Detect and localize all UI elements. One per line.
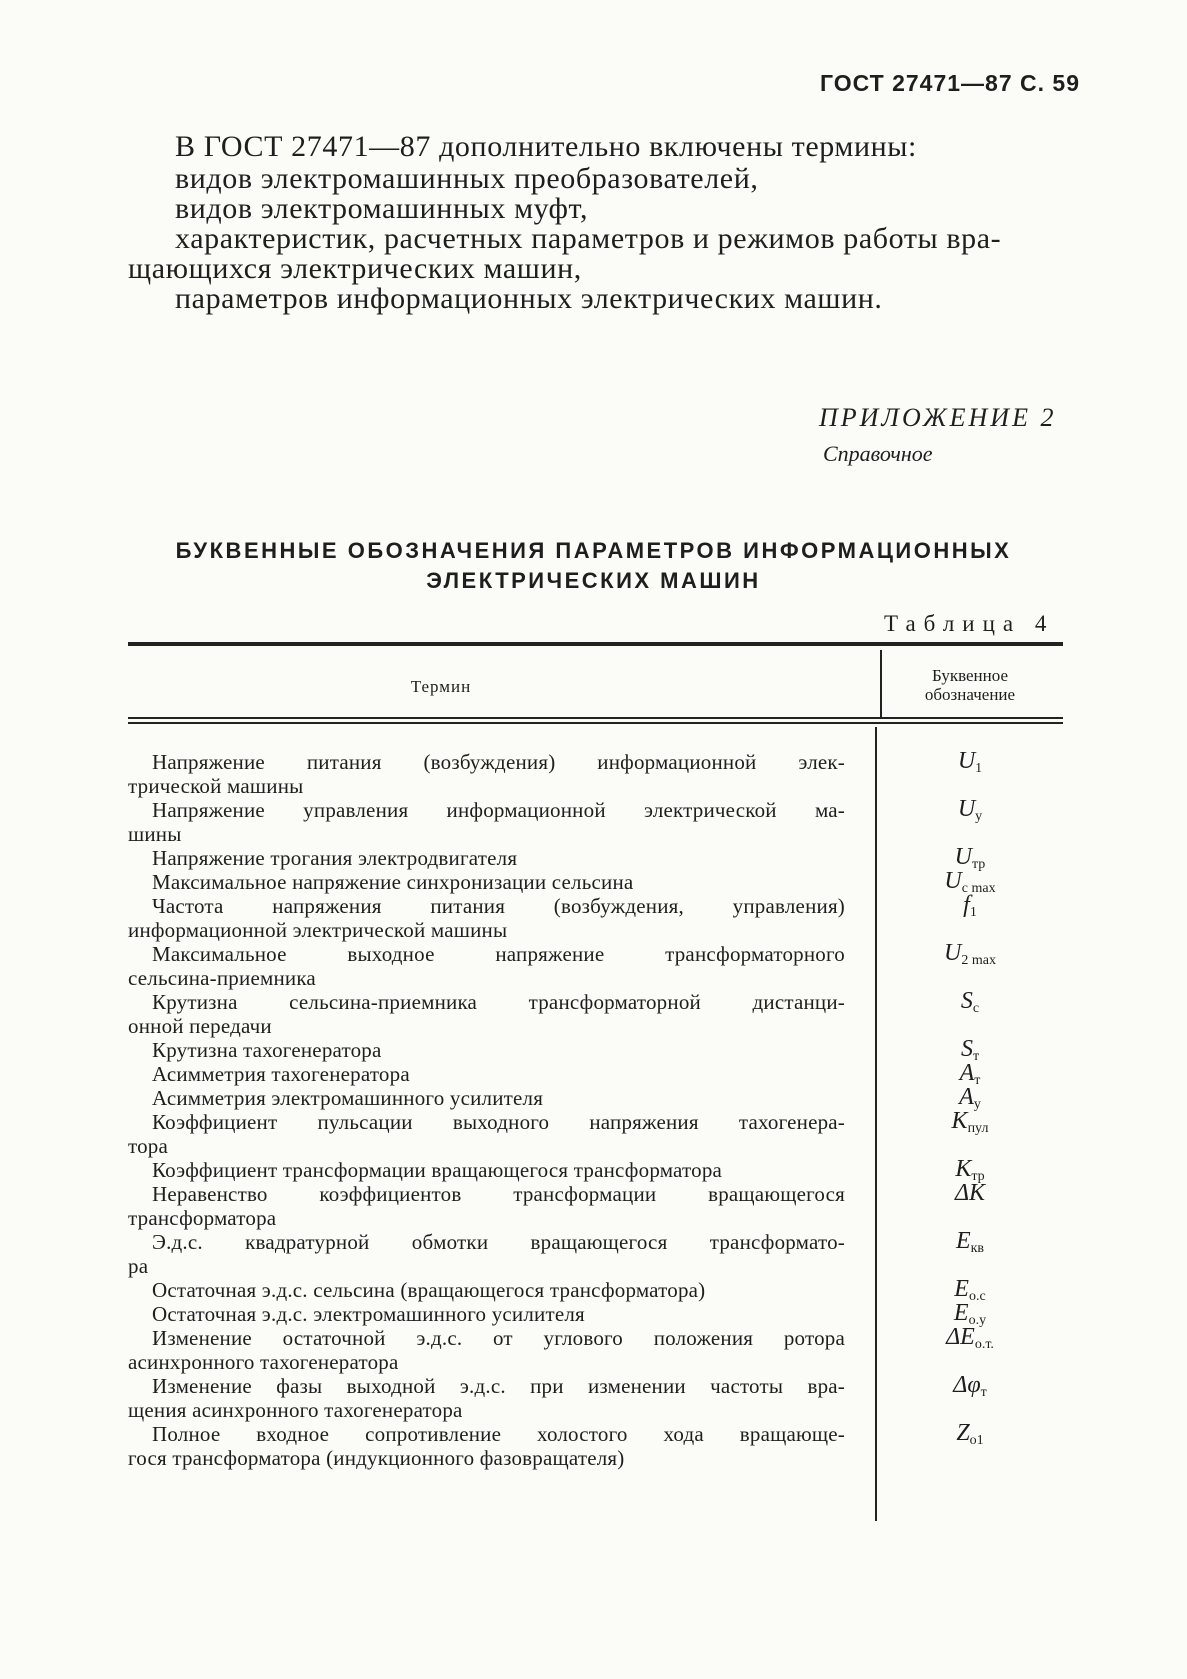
intro-line: видов электромашинных муфт, bbox=[175, 192, 589, 225]
column-header-symbol: Буквенное bbox=[931, 666, 1009, 685]
term-text: Напряжение управления информационной электрической ма- bbox=[152, 798, 845, 822]
symbol-subscript: т bbox=[972, 1049, 980, 1064]
column-header-symbol: обозначение bbox=[924, 685, 1016, 704]
symbol-letter: S bbox=[960, 1036, 973, 1062]
symbol-letter: K bbox=[951, 1108, 968, 1134]
symbol-cell bbox=[880, 1180, 1060, 1206]
symbol-cell bbox=[880, 1228, 1060, 1262]
appendix-kind: Справочное bbox=[823, 441, 933, 466]
symbol-subscript: c max bbox=[961, 881, 996, 896]
term-text: Частота напряжения питания (возбуждения, управления) bbox=[152, 894, 845, 918]
term-text: Асимметрия электромашинного усилителя bbox=[152, 1086, 544, 1110]
intro-line: В ГОСТ 27471—87 дополнительно включены термины: bbox=[175, 130, 917, 163]
intro-line: видов электромашинных преобразователей, bbox=[175, 162, 759, 195]
symbol-letter: E bbox=[953, 1300, 969, 1326]
term-text: Максимальное выходное напряжение трансформаторного bbox=[152, 942, 845, 966]
symbol-subscript: o.т. bbox=[974, 1337, 994, 1352]
symbol-letter: U bbox=[944, 940, 962, 966]
symbol-letter: E bbox=[954, 1276, 969, 1302]
symbol-cell bbox=[880, 988, 1060, 1022]
term-text: Максимальное напряжение синхронизации сельсина bbox=[152, 870, 634, 894]
term-text: гося трансформатора (индукционного фазовращателя) bbox=[128, 1446, 625, 1470]
term-text: Остаточная э.д.с. электромашинного усилителя bbox=[152, 1302, 585, 1326]
symbol-letter: U bbox=[957, 796, 976, 822]
symbol-letter: f bbox=[963, 892, 970, 918]
symbol-subscript: тр bbox=[972, 857, 986, 872]
symbol-letter: E bbox=[955, 1228, 971, 1254]
symbol-cell bbox=[880, 748, 1060, 782]
term-text: асинхронного тахогенератора bbox=[128, 1350, 399, 1374]
term-text: Э.д.с. квадратурной обмотки вращающегося трансформато- bbox=[152, 1230, 845, 1254]
term-text: информационной электрической машины bbox=[128, 918, 508, 942]
symbol-letter: ΔE bbox=[946, 1324, 975, 1350]
symbol-letter: K bbox=[955, 1156, 972, 1182]
term-text: Напряжение трогания электродвигателя bbox=[152, 846, 518, 870]
symbol-subscript: у bbox=[975, 809, 983, 824]
symbol-subscript: c bbox=[972, 1001, 980, 1016]
symbol-subscript: тр bbox=[971, 1169, 985, 1184]
term-text: Полное входное сопротивление холостого хода вращающе- bbox=[152, 1422, 845, 1446]
symbol-letter: U bbox=[957, 748, 976, 774]
intro-line: щающихся электрических машин, bbox=[128, 252, 582, 285]
symbol-letter: A bbox=[959, 1060, 975, 1086]
symbol-letter: A bbox=[959, 1084, 974, 1110]
symbol-subscript: т bbox=[974, 1073, 981, 1088]
symbol-cell bbox=[880, 940, 1060, 974]
symbol-cell bbox=[880, 1420, 1060, 1454]
symbol-subscript: o.y bbox=[968, 1313, 987, 1328]
symbol-letter: U bbox=[954, 844, 973, 870]
symbol-subscript: 1 bbox=[969, 905, 977, 920]
symbol-letter: ΔK bbox=[954, 1180, 986, 1206]
symbol-letter: Z bbox=[956, 1420, 970, 1446]
intro-line: параметров информационных электрических машин. bbox=[175, 282, 883, 315]
symbol-cell bbox=[880, 1372, 1060, 1406]
intro-line: характеристик, расчетных параметров и режимов работы вра- bbox=[175, 222, 1002, 255]
section-title-line2: ЭЛЕКТРИЧЕСКИХ МАШИН bbox=[426, 568, 761, 593]
symbol-cell bbox=[880, 796, 1060, 830]
term-text: Асимметрия тахогенератора bbox=[152, 1062, 410, 1086]
section-title-line1: БУКВЕННЫЕ ОБОЗНАЧЕНИЯ ПАРАМЕТРОВ ИНФОРМАЦИОННЫХ bbox=[175, 538, 1012, 563]
column-header-term: Термин bbox=[410, 677, 472, 696]
symbol-subscript: у bbox=[973, 1097, 981, 1112]
symbol-subscript: пул bbox=[967, 1121, 989, 1136]
symbol-subscript: 1 bbox=[975, 761, 983, 776]
header-rule bbox=[128, 722, 1063, 724]
term-text: Неравенство коэффициентов трансформации вращающегося bbox=[152, 1182, 845, 1206]
term-text: Изменение остаточной э.д.с. от углового положения ротора bbox=[152, 1326, 845, 1350]
table-top-rule bbox=[128, 642, 1063, 646]
term-text: Напряжение питания (возбуждения) информационной элек- bbox=[152, 750, 845, 774]
term-text: Коэффициент пульсации выходного напряжения тахогенера- bbox=[152, 1110, 845, 1134]
term-text: шины bbox=[128, 822, 182, 846]
page-reference: ГОСТ 27471—87 С. 59 bbox=[820, 70, 1081, 96]
symbol-subscript: o1 bbox=[969, 1433, 984, 1448]
symbol-subscript: o.c bbox=[968, 1289, 986, 1304]
term-text: Изменение фазы выходной э.д.с. при изменении частоты вра- bbox=[152, 1374, 845, 1398]
term-text: трансформатора bbox=[128, 1206, 277, 1230]
term-text: Крутизна сельсина-приемника трансформаторной дистанци- bbox=[152, 990, 845, 1014]
header-rule bbox=[128, 717, 1063, 719]
appendix-label: ПРИЛОЖЕНИЕ 2 bbox=[819, 403, 1057, 432]
symbol-cell bbox=[880, 1108, 1060, 1142]
term-text: тора bbox=[128, 1134, 169, 1158]
term-text: щения асинхронного тахогенератора bbox=[128, 1398, 463, 1422]
term-text: Коэффициент трансформации вращающегося трансформатора bbox=[152, 1158, 723, 1182]
term-text: онной передачи bbox=[128, 1014, 272, 1038]
table-label: Таблица 4 bbox=[884, 611, 1055, 636]
term-text: Крутизна тахогенератора bbox=[152, 1038, 382, 1062]
symbol-cell bbox=[880, 892, 1060, 926]
symbol-letter: U bbox=[944, 868, 962, 894]
symbol-subscript: кв bbox=[970, 1241, 985, 1256]
term-text: Остаточная э.д.с. сельсина (вращающегося трансформатора) bbox=[152, 1278, 706, 1302]
term-text: сельсина-приемника bbox=[128, 966, 316, 990]
symbol-letter: Δφ bbox=[953, 1372, 981, 1398]
symbol-subscript: 2 max bbox=[961, 953, 996, 968]
term-text: ра bbox=[128, 1254, 149, 1278]
symbol-letter: S bbox=[960, 988, 973, 1014]
symbol-cell bbox=[880, 1324, 1060, 1358]
column-divider bbox=[875, 727, 877, 1521]
symbol-subscript: т bbox=[980, 1385, 987, 1400]
term-text: трической машины bbox=[128, 774, 304, 798]
